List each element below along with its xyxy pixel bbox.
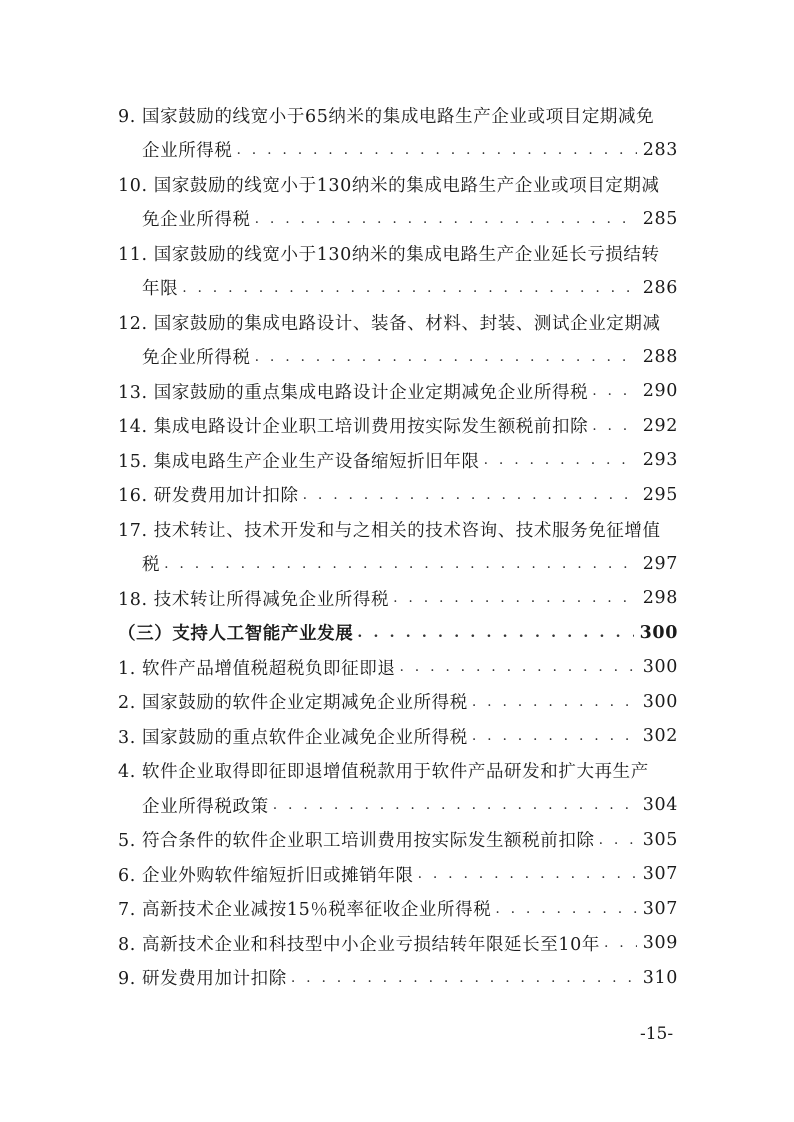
toc-entry-title: 15. 集成电路生产企业生产设备缩短折旧年限	[118, 448, 484, 473]
toc-page-number: 307	[637, 864, 678, 884]
dot-leader	[418, 866, 637, 882]
toc-entry-line[interactable]	[118, 340, 678, 375]
toc-page-number: 293	[637, 450, 678, 470]
toc-page-number: 290	[637, 381, 678, 401]
toc-entry-title: 11. 国家鼓励的线宽小于130纳米的集成电路生产企业延长亏损结转	[118, 241, 664, 266]
table-of-contents	[118, 98, 678, 995]
toc-entry-title: 8. 高新技术企业和科技型中小企业亏损结转年限延长至10年	[118, 931, 604, 956]
toc-entry-line[interactable]	[118, 478, 678, 513]
toc-entry-title: 9. 研发费用加计扣除	[118, 965, 291, 990]
toc-entry-title: 3. 国家鼓励的重点软件企业减免企业所得税	[118, 724, 472, 749]
toc-entry-line[interactable]	[118, 788, 678, 823]
dot-leader	[599, 832, 637, 848]
toc-entry-line[interactable]	[118, 823, 678, 858]
toc-entry-title: 4. 软件企业取得即征即退增值税款用于软件产品研发和扩大再生产	[118, 758, 653, 783]
toc-entry-line[interactable]	[118, 857, 678, 892]
dot-leader	[255, 211, 637, 227]
toc-page-number: 310	[637, 968, 678, 988]
toc-section-heading[interactable]	[118, 616, 678, 651]
toc-entry-title: 10. 国家鼓励的线宽小于130纳米的集成电路生产企业或项目定期减	[118, 172, 664, 197]
dot-leader	[484, 452, 637, 468]
toc-entry-title: 1. 软件产品增值税超税负即征即退	[118, 655, 399, 680]
toc-page-number: 288	[637, 347, 678, 367]
dot-leader	[592, 383, 637, 399]
toc-entry-line[interactable]	[118, 512, 678, 547]
dot-leader	[592, 418, 637, 434]
toc-entry-line[interactable]	[118, 236, 678, 271]
toc-page-number: 286	[637, 278, 678, 298]
toc-entry-line[interactable]	[118, 133, 678, 168]
dot-leader	[604, 935, 637, 951]
toc-entry-line[interactable]	[118, 719, 678, 754]
toc-entry-line[interactable]	[118, 305, 678, 340]
dot-leader	[164, 556, 637, 572]
toc-section-title: （三）支持人工智能产业发展	[118, 620, 357, 645]
toc-entry-title: 7. 高新技术企业减按15％税率征收企业所得税	[118, 896, 495, 921]
toc-entry-line[interactable]	[118, 754, 678, 789]
dot-leader	[237, 142, 637, 158]
toc-entry-line[interactable]	[118, 98, 678, 133]
toc-page-number: 305	[637, 830, 678, 850]
toc-entry-title-cont: 企业所得税	[142, 137, 237, 162]
toc-entry-line[interactable]	[118, 581, 678, 616]
toc-entry-title: 5. 符合条件的软件企业职工培训费用按实际发生额税前扣除	[118, 827, 599, 852]
toc-page-number: 300	[634, 623, 678, 643]
toc-entry-title: 9. 国家鼓励的线宽小于65纳米的集成电路生产企业或项目定期减免	[118, 103, 658, 128]
toc-entry-line[interactable]	[118, 685, 678, 720]
dot-leader	[273, 797, 637, 813]
toc-page-number: 309	[637, 933, 678, 953]
toc-page-number: 302	[637, 726, 678, 746]
toc-entry-title: 13. 国家鼓励的重点集成电路设计企业定期减免企业所得税	[118, 379, 592, 404]
toc-page-number: 304	[637, 795, 678, 815]
dot-leader	[303, 487, 637, 503]
toc-entry-line[interactable]	[118, 167, 678, 202]
dot-leader	[393, 590, 637, 606]
toc-entry-line[interactable]	[118, 271, 678, 306]
toc-page-number: 292	[637, 416, 678, 436]
toc-entry-line[interactable]	[118, 926, 678, 961]
dot-leader	[255, 349, 637, 365]
toc-page-number: 285	[637, 209, 678, 229]
toc-entry-title: 6. 企业外购软件缩短折旧或摊销年限	[118, 862, 418, 887]
toc-entry-title-cont: 年限	[142, 275, 182, 300]
toc-page-number: 298	[637, 588, 678, 608]
toc-entry-title: 12. 国家鼓励的集成电路设计、装备、材料、封装、测试企业定期减	[118, 310, 665, 335]
toc-entry-line[interactable]	[118, 892, 678, 927]
dot-leader	[182, 280, 637, 296]
toc-entry-line[interactable]	[118, 961, 678, 996]
toc-entry-title-cont: 免企业所得税	[142, 344, 255, 369]
toc-entry-title: 2. 国家鼓励的软件企业定期减免企业所得税	[118, 689, 472, 714]
toc-entry-line[interactable]	[118, 202, 678, 237]
toc-page-number: 307	[637, 899, 678, 919]
toc-entry-line[interactable]	[118, 650, 678, 685]
toc-entry-title: 16. 研发费用加计扣除	[118, 482, 303, 507]
toc-entry-title-cont: 企业所得税政策	[142, 793, 273, 818]
toc-page-number: 300	[637, 692, 678, 712]
dot-leader	[399, 659, 636, 675]
toc-entry-line[interactable]	[118, 547, 678, 582]
toc-entry-title-cont: 税	[142, 551, 164, 576]
toc-entry-line[interactable]	[118, 409, 678, 444]
dot-leader	[357, 625, 633, 641]
toc-entry-title: 18. 技术转让所得减免企业所得税	[118, 586, 393, 611]
dot-leader	[472, 728, 637, 744]
dot-leader	[291, 970, 637, 986]
toc-page-number: 295	[637, 485, 678, 505]
toc-entry-line[interactable]	[118, 443, 678, 478]
toc-entry-title-cont: 免企业所得税	[142, 206, 255, 231]
toc-entry-title: 17. 技术转让、技术开发和与之相关的技术咨询、技术服务免征增值	[118, 517, 665, 542]
dot-leader	[495, 901, 636, 917]
page-number: -15-	[640, 1024, 674, 1044]
toc-page-number: 297	[637, 554, 678, 574]
dot-leader	[472, 694, 637, 710]
toc-entry-line[interactable]	[118, 374, 678, 409]
toc-page-number: 300	[637, 657, 678, 677]
toc-page-number: 283	[637, 140, 678, 160]
toc-entry-title: 14. 集成电路设计企业职工培训费用按实际发生额税前扣除	[118, 413, 592, 438]
